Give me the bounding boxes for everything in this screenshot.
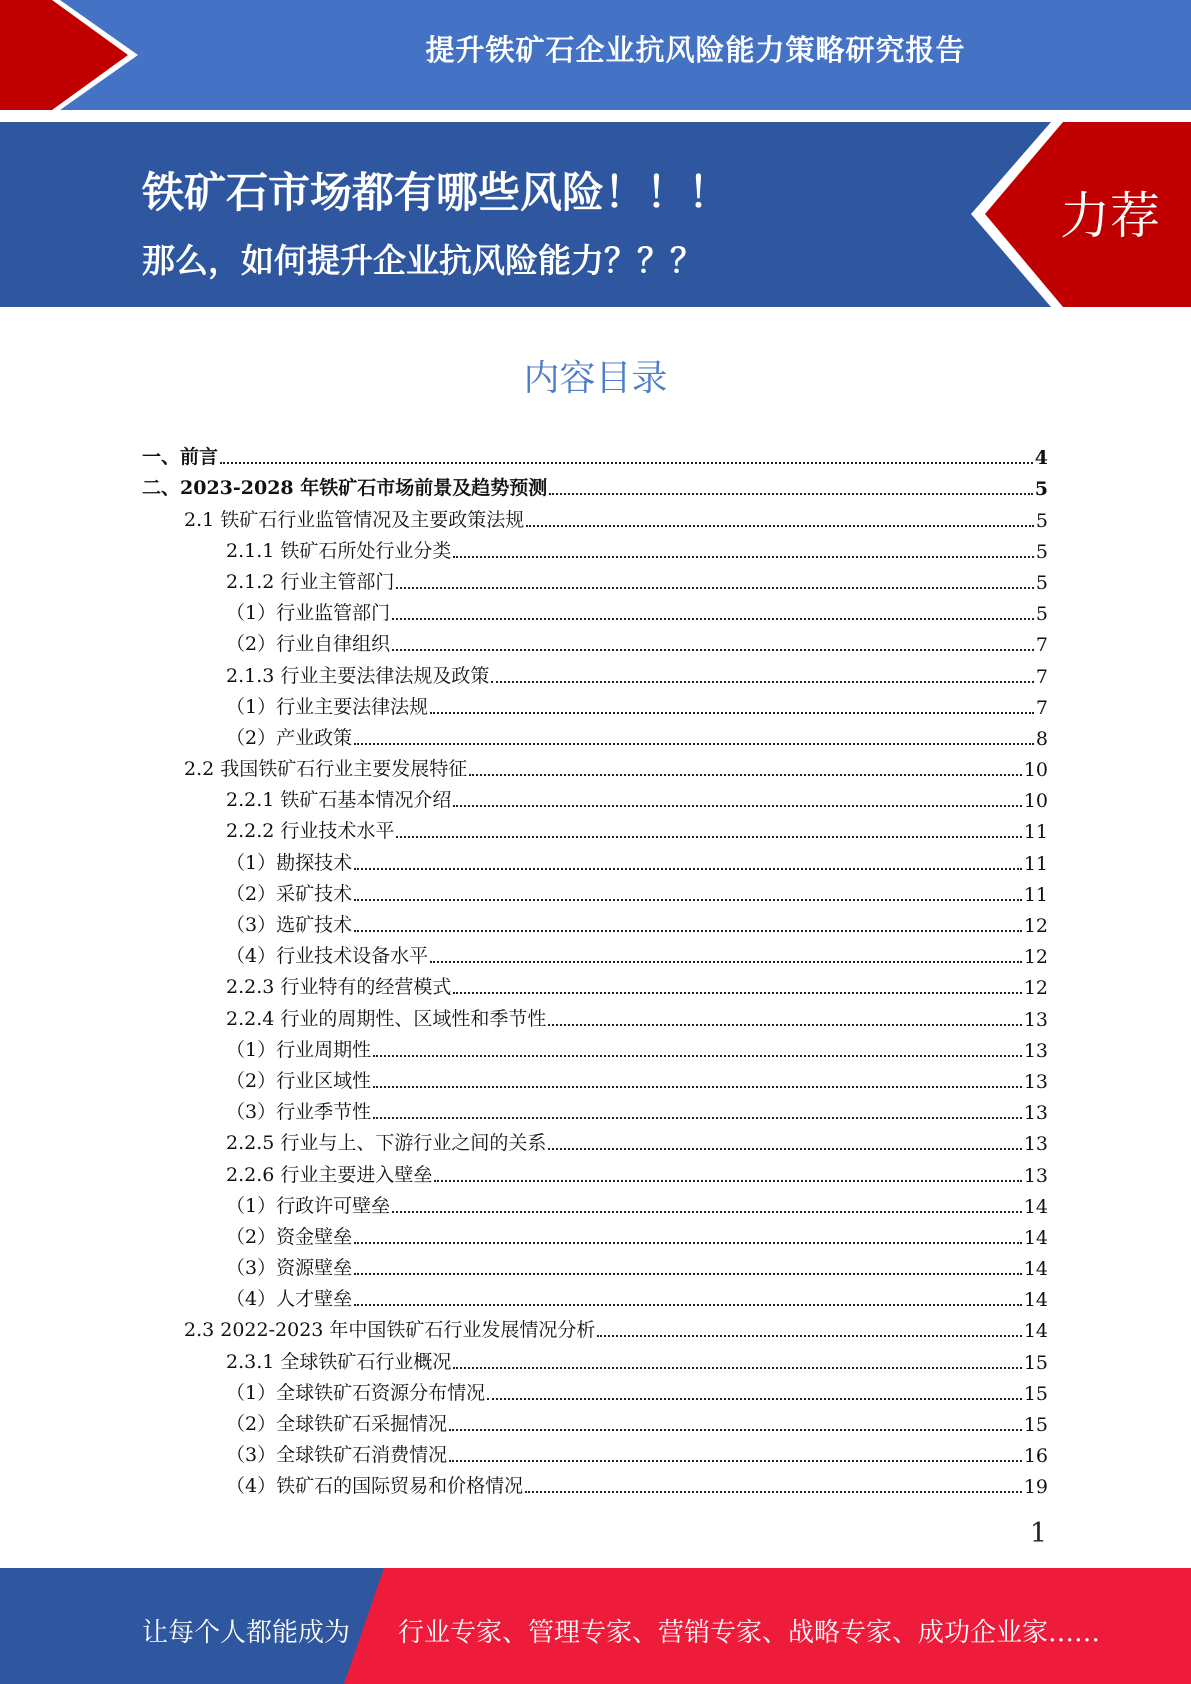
toc-entry[interactable] bbox=[142, 1467, 1048, 1498]
toc-dot-leader bbox=[469, 774, 1022, 776]
toc-entry-title: 二、2023-2028 年铁矿石市场前景及趋势预测 bbox=[142, 473, 549, 500]
toc-entry[interactable] bbox=[142, 500, 1048, 531]
toc-dot-leader bbox=[430, 961, 1022, 963]
toc-entry-page: 13 bbox=[1023, 1102, 1048, 1125]
toc-entry-page: 15 bbox=[1023, 1414, 1048, 1436]
toc-entry[interactable] bbox=[142, 1218, 1048, 1249]
toc-entry[interactable] bbox=[142, 688, 1048, 719]
toc-entry[interactable] bbox=[142, 843, 1048, 874]
toc-entry-title: 2.2.6 行业主要进入壁垒 bbox=[226, 1160, 434, 1187]
toc-entry-title: （1）勘探技术 bbox=[226, 848, 354, 875]
toc-entry[interactable] bbox=[142, 532, 1048, 563]
toc-dot-leader bbox=[354, 899, 1022, 901]
toc-entry[interactable] bbox=[142, 1436, 1048, 1467]
toc-dot-leader bbox=[525, 1491, 1022, 1493]
toc-entry-title: 2.2.1 铁矿石基本情况介绍 bbox=[226, 785, 453, 812]
toc-entry-page: 13 bbox=[1023, 1039, 1048, 1062]
toc-dot-leader bbox=[430, 712, 1034, 714]
toc-entry-title: （2）行业区域性 bbox=[226, 1066, 373, 1093]
toc-entry-title: 一、前言 bbox=[142, 442, 220, 469]
toc-dot-leader bbox=[354, 1242, 1022, 1244]
toc-entry[interactable] bbox=[142, 1187, 1048, 1218]
toc-entry[interactable] bbox=[142, 906, 1048, 937]
toc-entry[interactable] bbox=[142, 1311, 1048, 1342]
toc-dot-leader bbox=[354, 743, 1034, 745]
toc-dot-leader bbox=[597, 1335, 1021, 1337]
toc-dot-leader bbox=[392, 649, 1034, 651]
toc-dot-leader bbox=[449, 1460, 1022, 1462]
toc-dot-leader bbox=[434, 1180, 1021, 1182]
report-title: 提升铁矿石企业抗风险能力策略研究报告 bbox=[425, 33, 966, 67]
toc-dot-leader bbox=[526, 525, 1034, 527]
toc-entry[interactable] bbox=[142, 438, 1048, 469]
toc-entry[interactable] bbox=[142, 719, 1048, 750]
toc-entry[interactable] bbox=[142, 999, 1048, 1030]
toc-entry-page: 4 bbox=[1034, 447, 1048, 470]
toc-dot-leader bbox=[354, 1304, 1022, 1306]
toc-entry-page: 12 bbox=[1023, 946, 1048, 969]
toc-entry-title: 2.3.1 全球铁矿石行业概况 bbox=[226, 1347, 453, 1374]
toc-entry-page: 14 bbox=[1023, 1289, 1048, 1312]
toc-entry-page: 8 bbox=[1035, 727, 1048, 750]
toc-entry[interactable] bbox=[142, 656, 1048, 687]
toc-dot-leader bbox=[548, 1148, 1021, 1150]
toc-entry-page: 13 bbox=[1023, 1164, 1048, 1187]
toc-entry[interactable] bbox=[142, 469, 1048, 500]
toc-entry-title: 2.1 铁矿石行业监管情况及主要政策法规 bbox=[184, 505, 526, 532]
toc-entry-page: 12 bbox=[1023, 915, 1048, 937]
badge-label: 力荐 bbox=[1060, 187, 1160, 245]
toc-dot-leader bbox=[453, 1367, 1021, 1369]
toc-entry-title: （2）行业自律组织 bbox=[226, 629, 392, 656]
toc-entry-title: （2）全球铁矿石采掘情况 bbox=[226, 1409, 449, 1436]
toc-entry-title: （2）资金壁垒 bbox=[226, 1222, 354, 1249]
toc-dot-leader bbox=[396, 587, 1034, 589]
toc-entry-title: （4）铁矿石的国际贸易和价格情况 bbox=[226, 1471, 525, 1498]
toc-entry[interactable] bbox=[142, 968, 1048, 999]
toc-entry-page: 15 bbox=[1023, 1382, 1048, 1405]
toc-dot-leader bbox=[549, 493, 1033, 495]
toc-entry[interactable] bbox=[142, 1249, 1048, 1280]
toc-entry-page: 5 bbox=[1035, 540, 1048, 563]
top-red-arrow bbox=[0, 0, 150, 110]
toc-dot-leader bbox=[373, 1117, 1022, 1119]
toc-entry-page: 11 bbox=[1023, 821, 1048, 844]
toc-dot-leader bbox=[220, 462, 1033, 464]
toc-entry-page: 13 bbox=[1023, 1133, 1048, 1156]
toc-entry-title: （1）行业监管部门 bbox=[226, 598, 392, 625]
toc-entry-page: 7 bbox=[1035, 665, 1048, 688]
toc-dot-leader bbox=[396, 836, 1021, 838]
toc-dot-leader bbox=[453, 992, 1021, 994]
toc-entry-page: 7 bbox=[1035, 696, 1048, 719]
toc-entry-page: 11 bbox=[1023, 883, 1048, 906]
toc-entry[interactable] bbox=[142, 1342, 1048, 1373]
toc-entry-page: 16 bbox=[1023, 1445, 1048, 1468]
toc-entry-title: （3）资源壁垒 bbox=[226, 1253, 354, 1280]
footer-slogan-right: 行业专家、管理专家、营销专家、战略专家、成功企业家…… bbox=[398, 1618, 1101, 1648]
toc-entry-title: （1）行业主要法律法规 bbox=[226, 692, 430, 719]
toc-entry-page: 13 bbox=[1023, 1008, 1048, 1031]
toc-entry-title: 2.1.1 铁矿石所处行业分类 bbox=[226, 536, 453, 563]
toc-entry-title: （1）行业周期性 bbox=[226, 1035, 373, 1062]
toc-title: 内容目录 bbox=[523, 358, 668, 399]
toc-dot-leader bbox=[392, 618, 1034, 620]
toc-entry-page: 5 bbox=[1035, 603, 1048, 626]
toc-dot-leader bbox=[453, 556, 1034, 558]
toc-entry-title: （4）行业技术设备水平 bbox=[226, 941, 430, 968]
toc-dot-leader bbox=[487, 1398, 1022, 1400]
footer-slogan-left: 让每个人都能成为 bbox=[142, 1618, 351, 1648]
toc-dot-leader bbox=[491, 681, 1034, 683]
toc-entry[interactable] bbox=[142, 1062, 1048, 1093]
toc-entry[interactable] bbox=[142, 1280, 1048, 1311]
toc-entry-title: 2.2.4 行业的周期性、区域性和季节性 bbox=[226, 1004, 548, 1031]
toc-entry-title: 2.2.5 行业与上、下游行业之间的关系 bbox=[226, 1128, 548, 1155]
toc-entry[interactable] bbox=[142, 937, 1048, 968]
toc-entry[interactable] bbox=[142, 1124, 1048, 1155]
toc-entry-title: 2.2.2 行业技术水平 bbox=[226, 816, 396, 843]
toc-dot-leader bbox=[392, 1211, 1022, 1213]
toc-entry-page: 11 bbox=[1023, 852, 1048, 875]
toc-entry-page: 10 bbox=[1023, 759, 1048, 782]
toc-dot-leader bbox=[354, 868, 1022, 870]
toc-entry-page: 15 bbox=[1023, 1351, 1048, 1374]
toc-entry[interactable] bbox=[142, 812, 1048, 843]
toc-dot-leader bbox=[354, 930, 1022, 932]
toc-entry[interactable] bbox=[142, 1031, 1048, 1062]
toc-entry-page: 14 bbox=[1023, 1195, 1048, 1218]
page-number: 1 bbox=[1029, 1518, 1047, 1549]
toc-entry-title: （3）行业季节性 bbox=[226, 1097, 373, 1124]
toc-entry-page: 14 bbox=[1023, 1226, 1048, 1249]
toc-entry-page: 13 bbox=[1023, 1070, 1048, 1093]
toc-entry-title: （3）全球铁矿石消费情况 bbox=[226, 1440, 449, 1467]
toc-entry-title: （2）产业政策 bbox=[226, 723, 354, 750]
toc-entry-title: 2.2 我国铁矿石行业主要发展特征 bbox=[184, 754, 469, 781]
toc-entry-title: （2）采矿技术 bbox=[226, 879, 354, 906]
toc-dot-leader bbox=[354, 1273, 1022, 1275]
toc-entry-page: 14 bbox=[1023, 1258, 1048, 1281]
toc-entry-title: （1）行政许可壁垒 bbox=[226, 1191, 392, 1218]
toc-entry-page: 5 bbox=[1035, 509, 1048, 532]
toc-entry-page: 14 bbox=[1023, 1320, 1048, 1343]
toc-entry-title: 2.2.3 行业特有的经营模式 bbox=[226, 972, 453, 999]
toc-entry-page: 12 bbox=[1023, 977, 1048, 1000]
toc-entry-title: （1）全球铁矿石资源分布情况 bbox=[226, 1378, 487, 1405]
toc-entry[interactable] bbox=[142, 1374, 1048, 1405]
toc-entry[interactable] bbox=[142, 1093, 1048, 1124]
toc-dot-leader bbox=[373, 1086, 1022, 1088]
toc-entry-title: （3）选矿技术 bbox=[226, 910, 354, 937]
toc-entry[interactable] bbox=[142, 1155, 1048, 1186]
toc-dot-leader bbox=[373, 1055, 1022, 1057]
toc-entry[interactable] bbox=[142, 781, 1048, 812]
toc-entry-page: 7 bbox=[1035, 634, 1048, 657]
hero-subheadline: 那么，如何提升企业抗风险能力？？？ bbox=[142, 241, 703, 280]
table-of-contents bbox=[142, 438, 1048, 1498]
toc-entry[interactable] bbox=[142, 625, 1048, 656]
toc-entry-page: 19 bbox=[1023, 1476, 1048, 1499]
toc-dot-leader bbox=[449, 1429, 1022, 1431]
toc-entry[interactable] bbox=[142, 594, 1048, 625]
toc-entry[interactable] bbox=[142, 750, 1048, 781]
toc-entry-page: 5 bbox=[1034, 478, 1048, 501]
toc-entry[interactable] bbox=[142, 563, 1048, 594]
toc-entry-page: 5 bbox=[1035, 571, 1048, 594]
toc-entry-page: 10 bbox=[1023, 790, 1048, 813]
toc-entry-title: 2.1.2 行业主管部门 bbox=[226, 567, 396, 594]
toc-entry-title: 2.3 2022-2023 年中国铁矿石行业发展情况分析 bbox=[184, 1315, 597, 1342]
toc-entry[interactable] bbox=[142, 875, 1048, 906]
hero-headline: 铁矿石市场都有哪些风险！！！ bbox=[142, 168, 731, 217]
toc-entry[interactable] bbox=[142, 1405, 1048, 1436]
toc-entry-title: 2.1.3 行业主要法律法规及政策 bbox=[226, 661, 491, 688]
toc-dot-leader bbox=[548, 1024, 1021, 1026]
toc-entry-title: （4）人才壁垒 bbox=[226, 1284, 354, 1311]
toc-dot-leader bbox=[453, 805, 1021, 807]
